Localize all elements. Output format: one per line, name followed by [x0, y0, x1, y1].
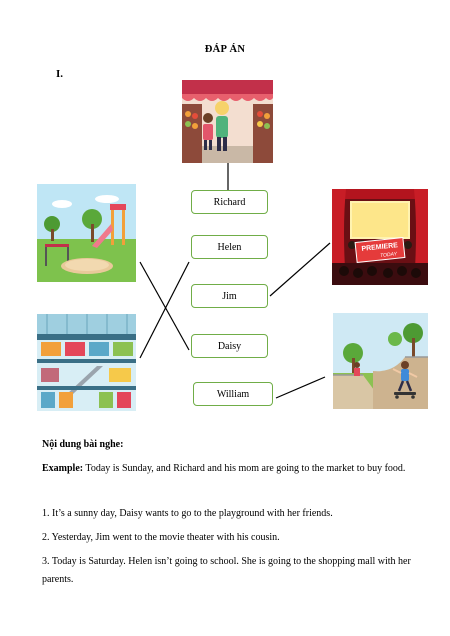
- transcript-example: [42, 460, 422, 478]
- market-picture: [182, 80, 273, 163]
- name-box-richard: Richard: [191, 190, 268, 214]
- movie-theater-picture: [332, 189, 428, 285]
- section-number: I.: [56, 68, 64, 80]
- example-text: Today is Sunday, and Richard and his mom are going to the market to buy food.: [83, 463, 406, 474]
- transcript-line-1: 1. It’s a sunny day, Daisy wants to go to the playground with her friends.: [42, 508, 333, 519]
- skate-park-picture: [333, 313, 428, 409]
- playground-picture: [37, 184, 136, 282]
- cinema-sign-line1: PREMIERE: [361, 242, 399, 253]
- name-box-william: William: [193, 382, 273, 406]
- transcript-heading: Nội dung bài nghe:: [42, 439, 124, 450]
- shopping-mall-picture: [37, 314, 136, 411]
- line-cinema-jim: [270, 243, 330, 296]
- answer-key-title: ĐÁP ÁN: [204, 44, 246, 55]
- transcript-line-2: 2. Yesterday, Jim went to the movie theater with his cousin.: [42, 532, 280, 543]
- transcript-line-3: 3. Today is Saturday. Helen isn’t going to school. She is going to the shopping mall with her parents.: [42, 556, 411, 585]
- line-skatepark-william: [276, 377, 325, 398]
- example-label: Example:: [42, 463, 84, 474]
- cinema-sign-line2: TODAY: [379, 251, 398, 259]
- name-box-daisy: Daisy: [191, 334, 268, 358]
- name-box-jim: Jim: [191, 284, 268, 308]
- name-box-helen: Helen: [191, 235, 268, 259]
